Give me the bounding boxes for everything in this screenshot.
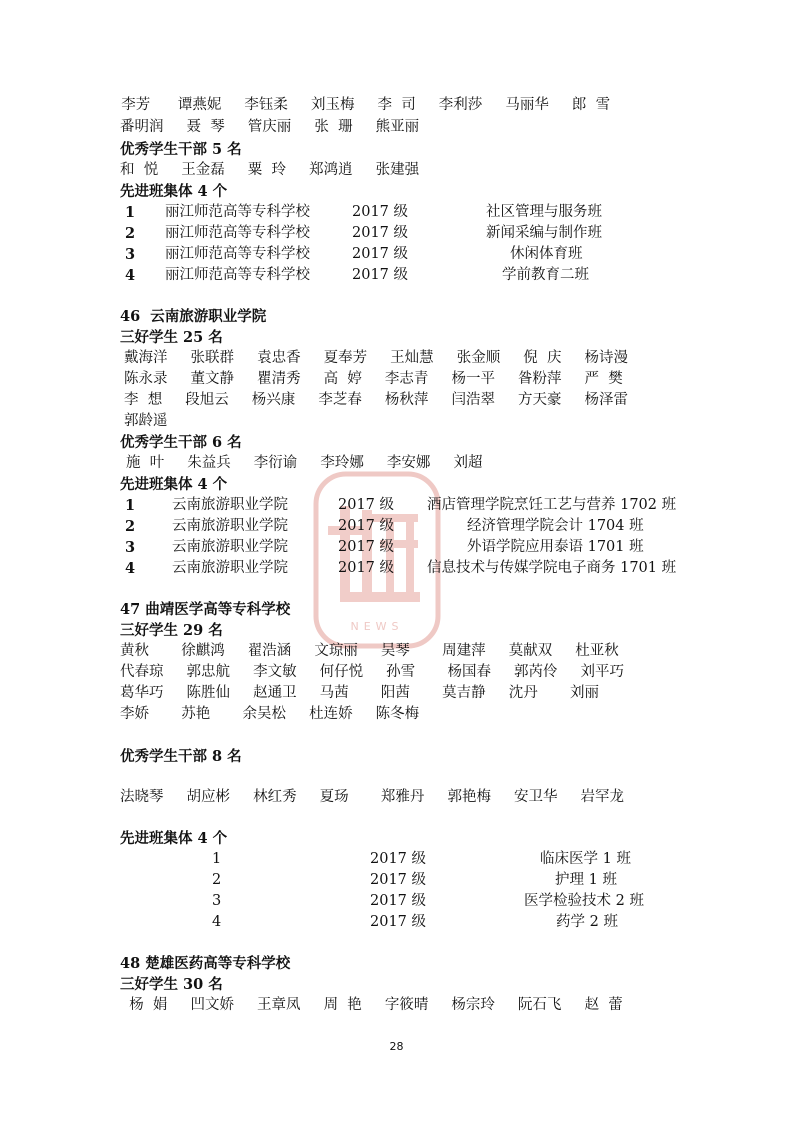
student-names-line: 李娇 苏艳 余吴松 杜连娇 陈冬梅 xyxy=(120,706,420,722)
cadre-heading: 优秀学生干部 5 名 xyxy=(120,141,242,158)
student-names-line: 番明润 聂 琴 管庆丽 张 珊 熊亚丽 xyxy=(120,119,420,135)
class-heading: 先进班集体 4 个 xyxy=(120,476,228,493)
class-row: 2 云南旅游职业学院 2017 级 经济管理学院会计 1704 班 xyxy=(125,518,644,535)
class-row: 1 云南旅游职业学院 2017 级 酒店管理学院烹饪工艺与营养 1702 班 xyxy=(125,497,677,514)
class-row: 1 2017 级 临床医学 1 班 xyxy=(212,851,631,867)
class-row: 3 丽江师范高等专科学校 2017 级 休闲体育班 xyxy=(125,246,583,263)
class-row: 3 云南旅游职业学院 2017 级 外语学院应用泰语 1701 班 xyxy=(125,539,644,556)
student-heading: 三好学生 29 名 xyxy=(120,622,223,639)
student-names-line: 郭龄遥 xyxy=(124,413,168,429)
class-row: 4 丽江师范高等专科学校 2017 级 学前教育二班 xyxy=(125,267,589,284)
cadre-names: 和 悦 王金磊 粟 玲 郑鸿逍 张建强 xyxy=(120,162,420,178)
cadre-names: 施 叶 朱益兵 李衍谕 李玲娜 李安娜 刘超 xyxy=(126,455,483,471)
student-heading: 三好学生 30 名 xyxy=(120,976,223,993)
student-names-line: 黄秋 徐麒鸿 翟浩涵 文琼丽 吴琴 周建萍 莫献双 杜亚秋 xyxy=(120,643,619,659)
class-row: 2 2017 级 护理 1 班 xyxy=(212,872,617,888)
student-names-line: 葛华巧 陈胜仙 赵通卫 马茜 阳茜 莫吉静 沈丹 刘丽 xyxy=(120,685,599,701)
page-number: 28 xyxy=(389,1040,404,1053)
student-names-line: 代春琼 郭忠航 李文敏 何仔悦 孙雪 杨国春 郭芮伶 刘平巧 xyxy=(120,664,625,680)
section-title: 47 曲靖医学高等专科学校 xyxy=(120,601,291,618)
student-names-line: 李芳 谭燕妮 李钰柔 刘玉梅 李 司 李利莎 马丽华 郎 雪 xyxy=(112,97,611,113)
svg-text:NEWS: NEWS xyxy=(350,620,404,633)
student-names-line: 李 想 段旭云 杨兴康 李芝春 杨秋萍 闫浩翠 方天豪 杨泽雷 xyxy=(124,392,629,408)
section-title: 48 楚雄医药高等专科学校 xyxy=(120,955,291,972)
cadre-heading: 优秀学生干部 6 名 xyxy=(120,434,242,451)
class-row: 2 丽江师范高等专科学校 2017 级 新闻采编与制作班 xyxy=(125,225,602,242)
student-heading: 三好学生 25 名 xyxy=(120,329,223,346)
student-names-line: 戴海洋 张联群 袁忠香 夏奉芳 王灿慧 张金顺 倪 庆 杨诗漫 xyxy=(124,350,629,366)
class-heading: 先进班集体 4 个 xyxy=(120,830,228,847)
cadre-heading: 优秀学生干部 8 名 xyxy=(120,748,242,765)
class-heading: 先进班集体 4 个 xyxy=(120,183,228,200)
class-row: 1 丽江师范高等专科学校 2017 级 社区管理与服务班 xyxy=(125,204,602,221)
class-row: 4 2017 级 药学 2 班 xyxy=(212,914,618,930)
class-row: 4 云南旅游职业学院 2017 级 信息技术与传媒学院电子商务 1701 班 xyxy=(125,560,677,577)
student-names-line: 陈永录 董文静 瞿清秀 高 婷 李志青 杨一平 昝粉萍 严 樊 xyxy=(124,371,623,387)
section-title: 46 云南旅游职业学院 xyxy=(120,308,267,325)
class-row: 3 2017 级 医学检验技术 2 班 xyxy=(212,893,644,909)
student-names-line: 杨 娟 凹文娇 王章凤 周 艳 字筱晴 杨宗玲 阮石飞 赵 蕾 xyxy=(120,997,623,1013)
cadre-names: 法晓琴 胡应彬 林红秀 夏玚 郑雅丹 郭艳梅 安卫华 岩罕龙 xyxy=(120,789,625,805)
